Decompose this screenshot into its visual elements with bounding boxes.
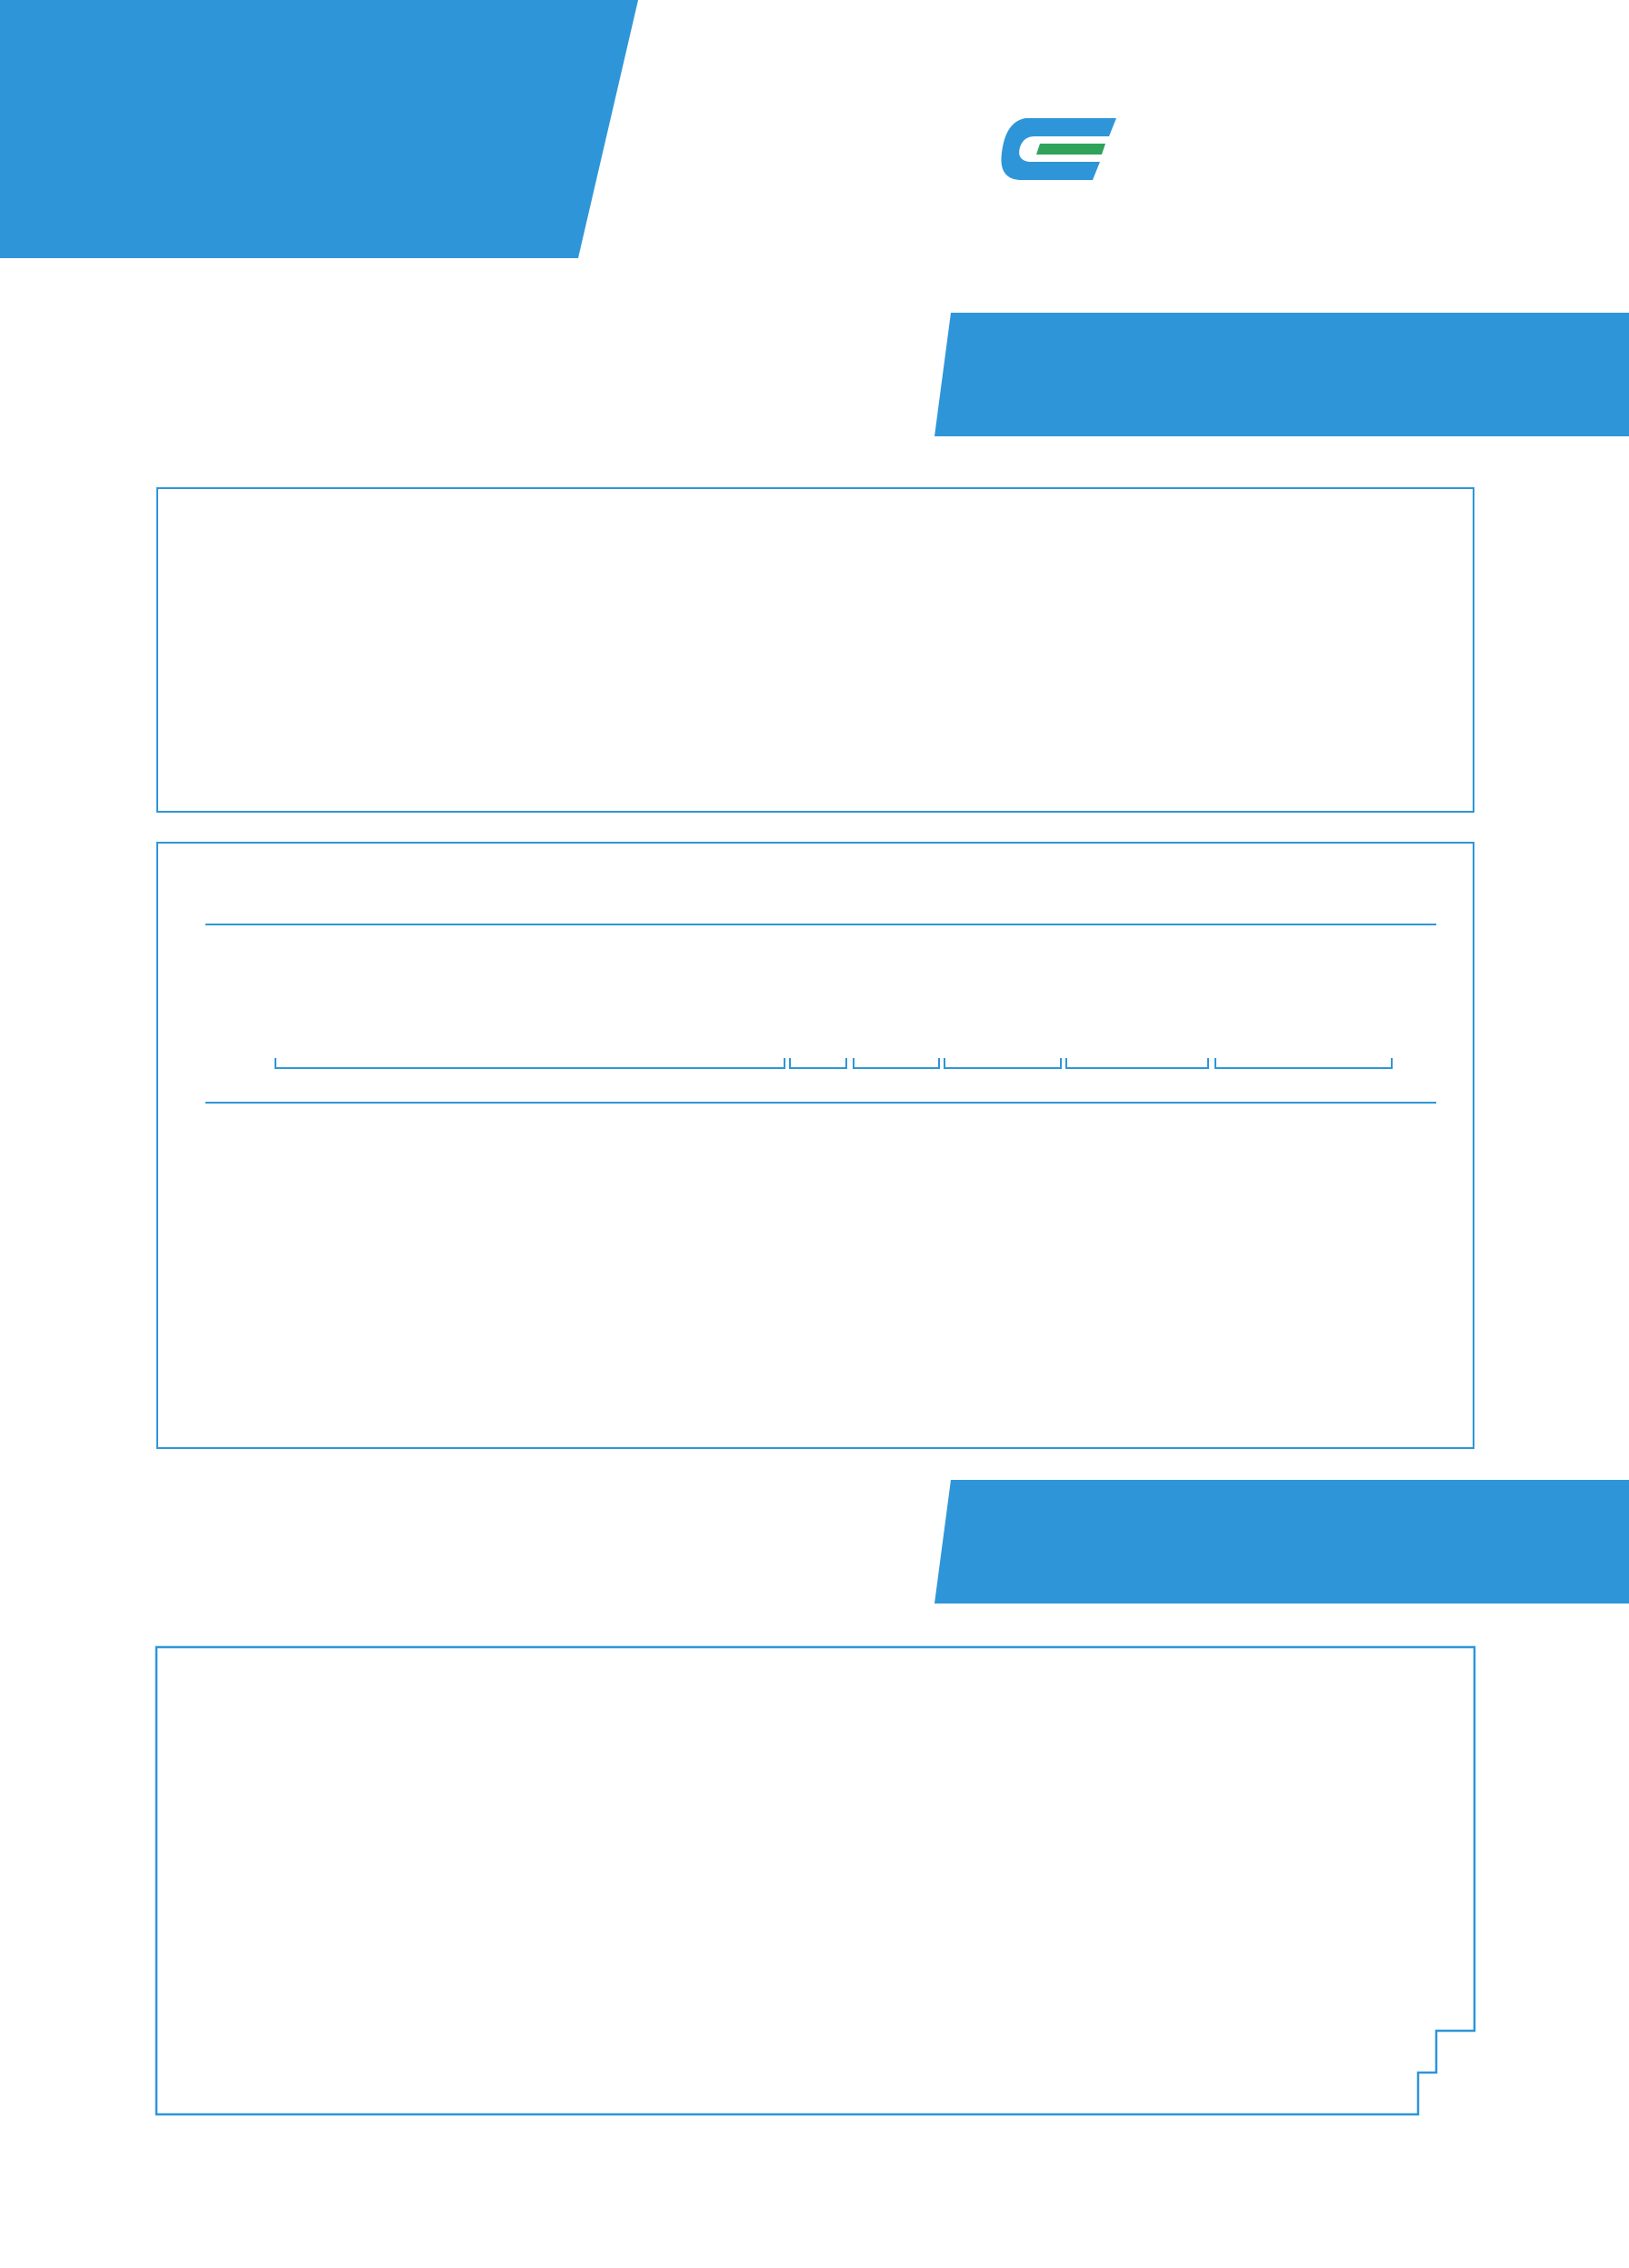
section1-banner [0,309,1629,436]
divider-bottom [205,1102,1436,1104]
bracket [789,1058,847,1069]
bracket [275,1058,785,1069]
section2-banner [0,1476,1629,1604]
product-data-box [156,842,1474,1449]
bracket [853,1058,940,1069]
bracket [944,1058,1062,1069]
jileks-logo [998,102,1489,209]
logo-mark-icon [998,109,1125,191]
divider-top [205,924,1436,925]
bracket [1214,1058,1393,1069]
bracket [1065,1058,1209,1069]
application-area-box [156,487,1474,813]
safety-box [155,1645,1478,2118]
